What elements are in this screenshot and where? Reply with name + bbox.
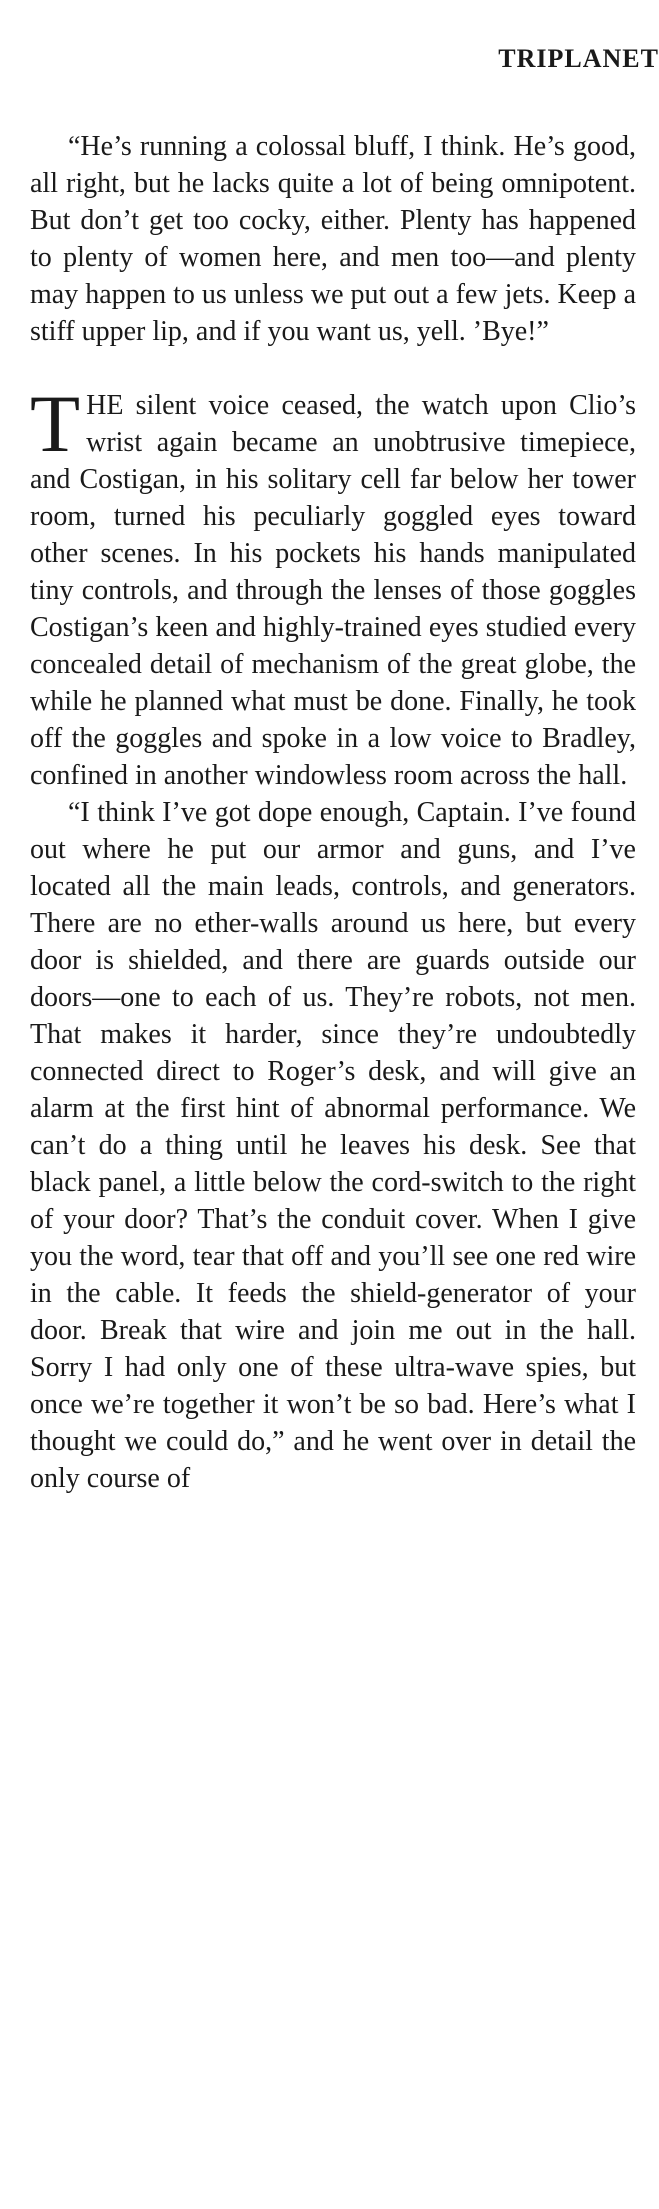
drop-cap: T [30, 378, 81, 469]
paragraph-dialogue-2: “I think I’ve got dope enough, Captain. I’ve found out where he put our armor and guns, and I’ve located all the main leads, controls, and generators. There are no ether-walls around us here, but every door is shielded, and there are guards outside our doors—one to each of us. They’re robots, not men. That makes it harder, since they’re undoubtedly connected direct to Roger’s desk, and will give an alarm at the first hint of abnormal performance. We can’t do a thing until he leaves his desk. See that black panel, a little below the cord-switch to the right of your door? That’s the conduit cover. When I give you the word, tear that off and you’ll see one red wire in the cable. It feeds the shield-generator of your door. Break that wire and join me out in the hall. Sorry I had only one of these ultra-wave spies, but once we’re together it won’t be so bad. Here’s what I thought we could do,” and he went over in detail the only course of [30, 797, 636, 1494]
cut-off-next-line [30, 2190, 636, 2209]
paragraph-dialogue-1: “He’s running a colossal bluff, I think. He’s good, all right, but he lacks quite a lot of being omnipotent. But don’t get too cocky, either. Plenty has happened to plenty of women here, and men too—and plenty may happen to us unless we put out a few jets. Keep a stiff upper lip, and if you want us, yell. ’Bye!” [30, 131, 636, 347]
paragraph-narrative-text: HE silent voice ceased, the watch upon Clio’s wrist again became an unobtrusive timepiece, and Costigan, in his solitary cell far below her tower room, turned his peculiarly goggled eyes toward other scenes. In his pockets his hands manipulated tiny controls, and through the lenses of those goggles Costigan’s keen and highly-trained eyes studied every concealed detail of mechanism of the great globe, the while he planned what must be done. Finally, he took off the goggles and spoke in a low voice to Bradley, confined in another windowless room across the hall. [30, 390, 636, 791]
running-head-title: TRIPLANET [498, 44, 659, 73]
text-column [30, 128, 636, 1497]
paragraph-narrative [30, 378, 636, 794]
